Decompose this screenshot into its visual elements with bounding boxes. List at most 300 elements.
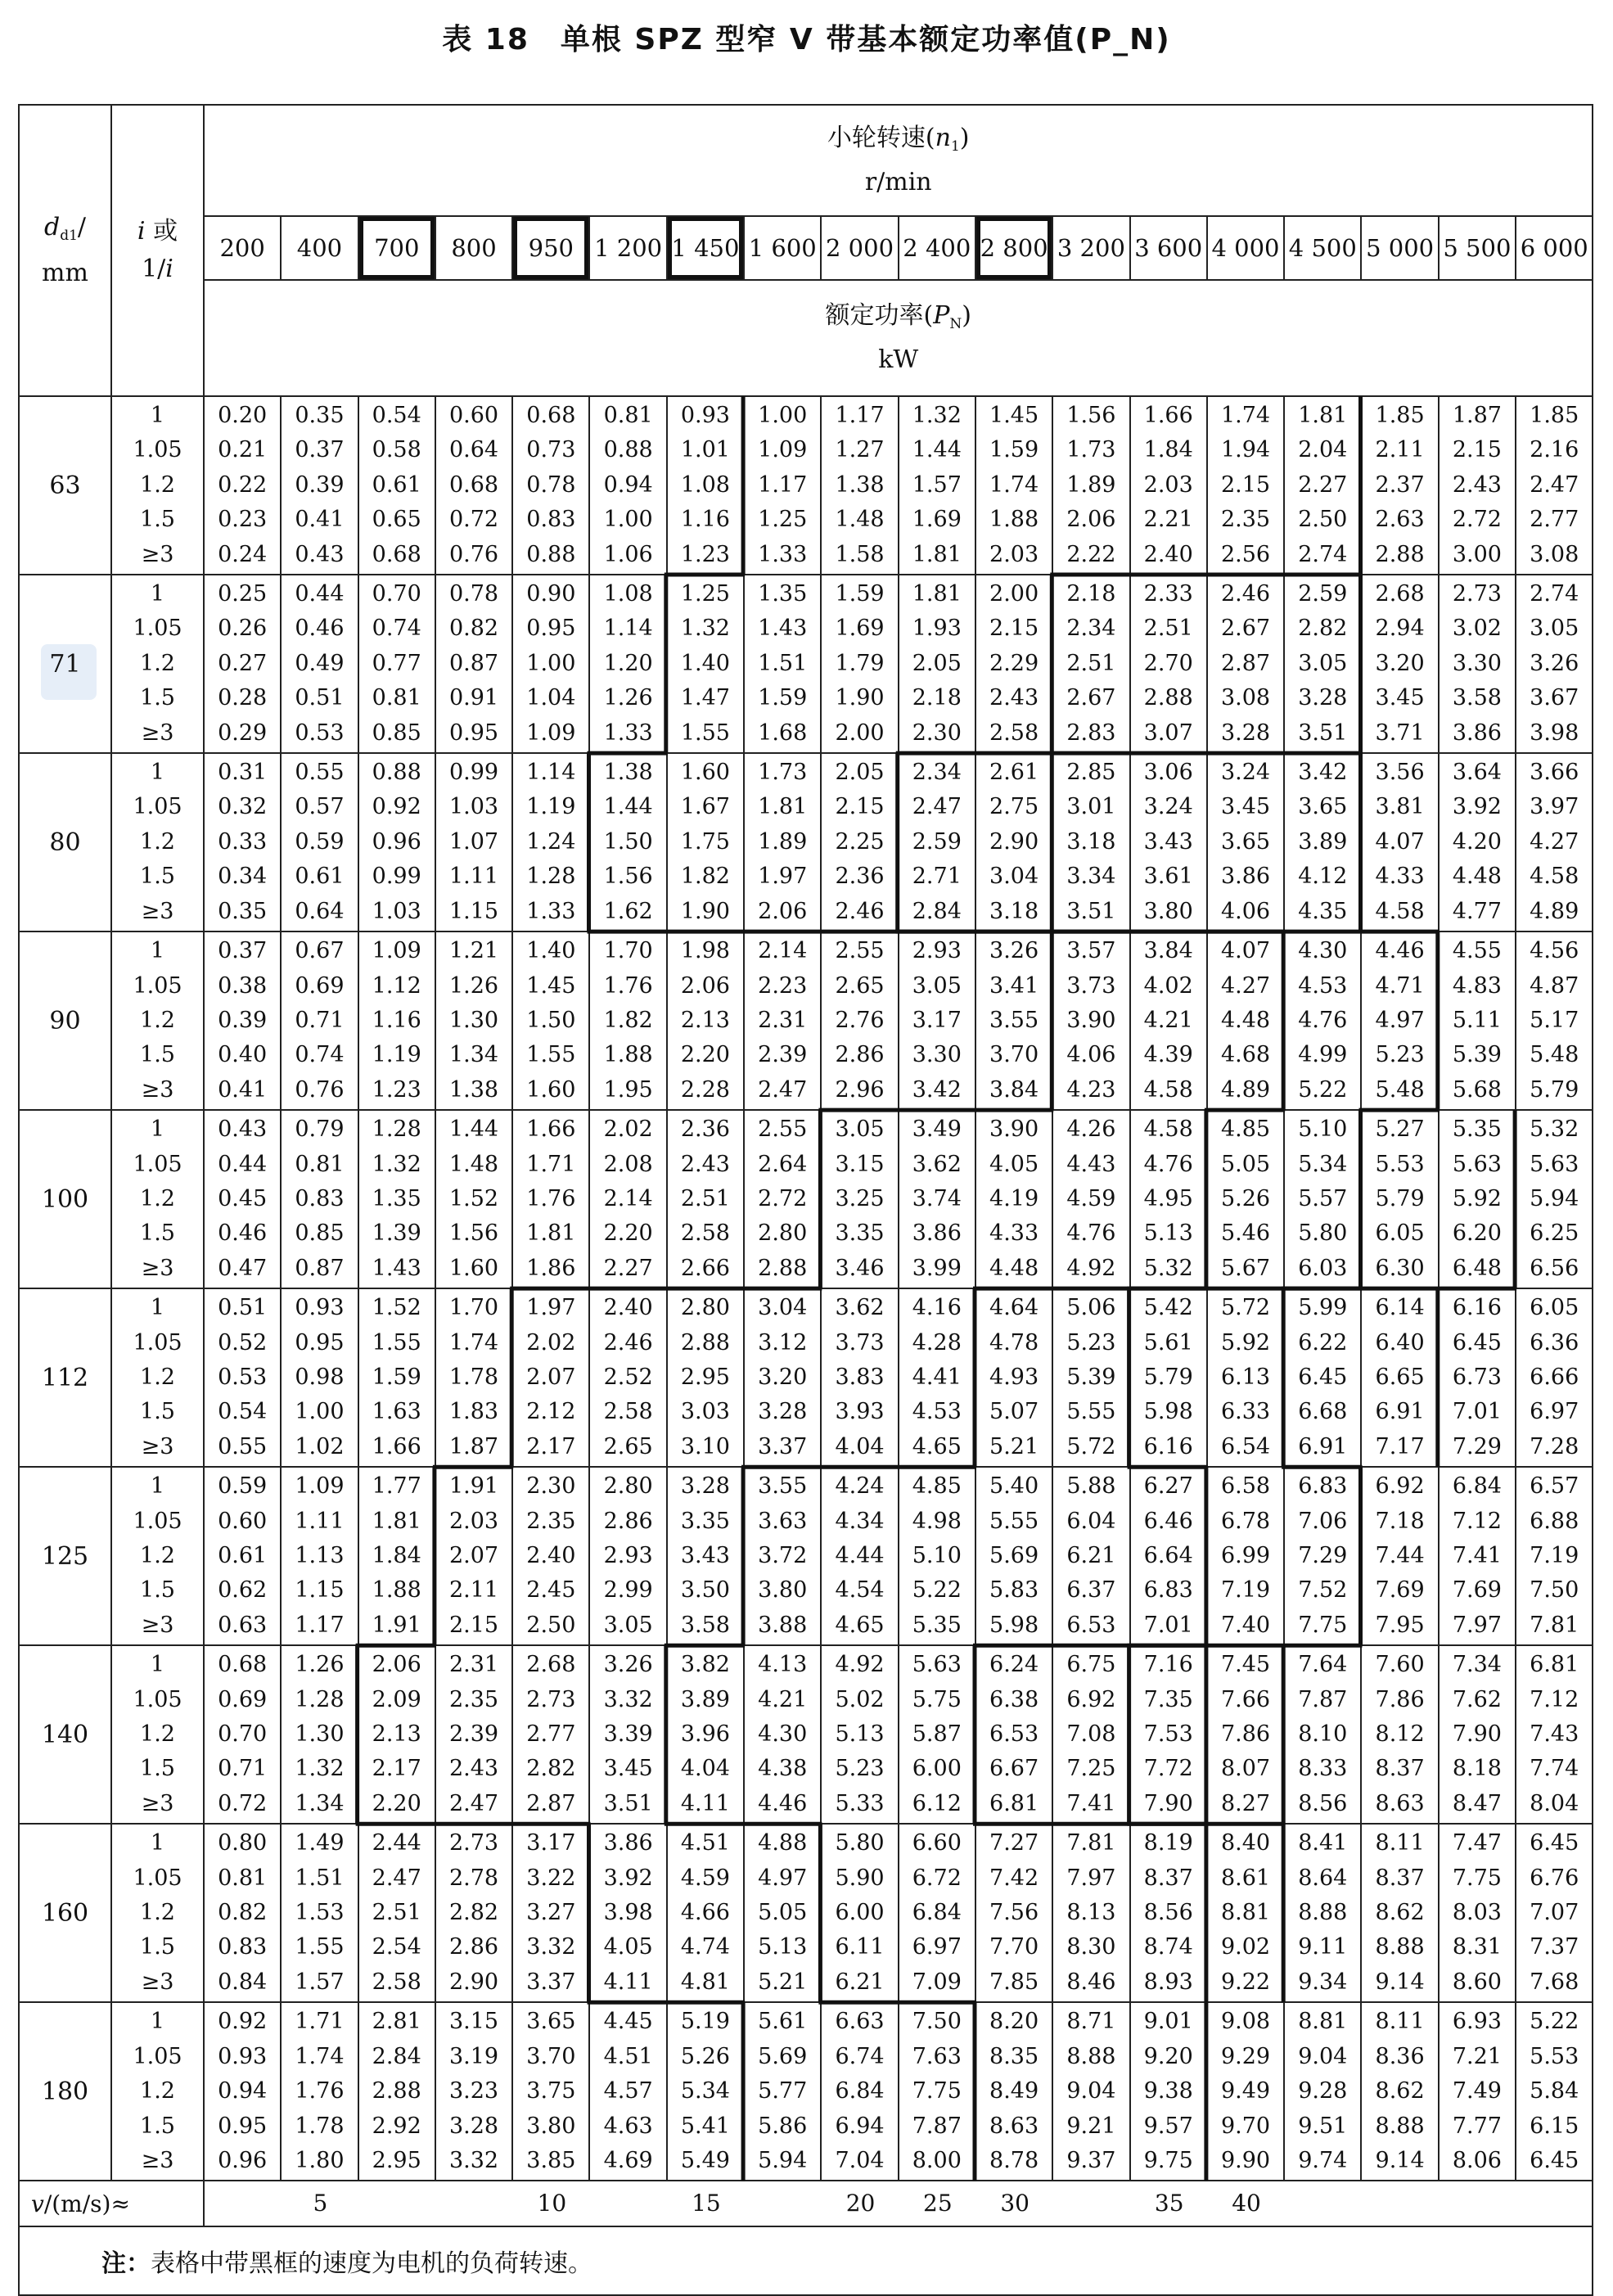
power-value: 2.17 bbox=[526, 1433, 576, 1459]
power-value: 1.84 bbox=[1143, 437, 1193, 463]
ratio-value: 1.2 bbox=[140, 1543, 175, 1568]
power-value: 1.60 bbox=[680, 760, 730, 786]
power-values-cell bbox=[1207, 1288, 1284, 1467]
table-row-group bbox=[19, 396, 1593, 575]
power-value: 1.52 bbox=[372, 1295, 421, 1321]
power-value: 5.92 bbox=[1452, 1185, 1502, 1211]
power-value: 0.32 bbox=[218, 794, 268, 820]
power-value: 1.32 bbox=[912, 403, 962, 428]
power-value: 0.99 bbox=[448, 760, 499, 786]
power-value: 2.64 bbox=[758, 1151, 808, 1177]
power-value: 1.89 bbox=[1066, 471, 1116, 498]
ratio-value: ≥3 bbox=[141, 1969, 174, 1995]
power-value: 2.28 bbox=[680, 1076, 730, 1103]
ratio-value: ≥3 bbox=[141, 1255, 174, 1281]
power-value: 5.87 bbox=[912, 1721, 962, 1748]
power-value: 2.67 bbox=[1220, 616, 1271, 642]
power-value: 6.84 bbox=[912, 1900, 962, 1926]
power-value: 1.03 bbox=[372, 898, 421, 924]
power-value: 8.56 bbox=[1143, 1900, 1193, 1926]
power-value: 0.87 bbox=[448, 650, 499, 676]
power-value: 0.61 bbox=[372, 471, 421, 498]
power-value: 5.34 bbox=[680, 2078, 730, 2104]
power-value: 7.12 bbox=[1530, 1686, 1579, 1712]
power-values-cell bbox=[1284, 1467, 1361, 1645]
power-value: 1.70 bbox=[448, 1295, 499, 1321]
power-values-cell bbox=[204, 753, 281, 931]
power-value: 2.13 bbox=[680, 1007, 730, 1033]
power-value: 2.72 bbox=[1452, 507, 1502, 533]
power-value: 7.50 bbox=[912, 2009, 962, 2035]
power-title: 额定功率$(P_N)$ bbox=[825, 301, 971, 332]
power-value: 7.53 bbox=[1143, 1721, 1193, 1748]
power-value: 6.16 bbox=[1452, 1295, 1502, 1321]
power-value: 4.35 bbox=[1298, 898, 1348, 924]
power-value: 5.23 bbox=[1375, 1042, 1425, 1068]
power-value: 1.28 bbox=[372, 1116, 421, 1143]
power-value: 3.58 bbox=[1452, 685, 1502, 711]
power-value: 9.01 bbox=[1143, 2009, 1193, 2035]
power-value: 1.26 bbox=[295, 1652, 345, 1678]
power-value: 5.05 bbox=[758, 1900, 808, 1926]
power-value: 0.53 bbox=[295, 719, 345, 746]
power-values-cell bbox=[358, 575, 435, 753]
power-value: 0.81 bbox=[295, 1151, 345, 1177]
power-value: 4.55 bbox=[1452, 938, 1502, 964]
power-value: 1.78 bbox=[448, 1364, 499, 1390]
power-value: 2.35 bbox=[526, 1508, 576, 1534]
power-value: 7.17 bbox=[1375, 1433, 1425, 1459]
power-value: 2.65 bbox=[603, 1433, 653, 1459]
power-value: 0.80 bbox=[218, 1830, 268, 1856]
power-value: 4.64 bbox=[989, 1295, 1039, 1321]
power-value: 2.54 bbox=[372, 1934, 421, 1960]
power-values-cell bbox=[1130, 1645, 1207, 1824]
power-value: 2.15 bbox=[448, 1612, 499, 1638]
power-values-cell bbox=[1130, 1467, 1207, 1645]
power-value: 3.43 bbox=[1143, 828, 1193, 855]
power-values-cell bbox=[512, 396, 589, 575]
power-value: 2.66 bbox=[680, 1255, 730, 1281]
power-value: 6.27 bbox=[1143, 1473, 1193, 1500]
power-values-cell bbox=[358, 1824, 435, 2002]
power-value: 3.20 bbox=[758, 1364, 808, 1390]
power-value: 7.29 bbox=[1452, 1433, 1502, 1459]
power-value: 1.01 bbox=[680, 437, 730, 463]
power-value: 1.90 bbox=[680, 898, 730, 924]
power-value: 1.47 bbox=[680, 685, 730, 711]
power-values-cell bbox=[589, 931, 666, 1110]
d-d1-header: $d_{d1}/$ mm bbox=[19, 105, 111, 396]
power-value: 5.92 bbox=[1220, 1329, 1271, 1355]
power-value: 0.83 bbox=[218, 1934, 268, 1960]
power-value: 0.76 bbox=[295, 1076, 345, 1103]
power-value: 1.66 bbox=[526, 1116, 576, 1143]
power-value: 6.88 bbox=[1530, 1508, 1579, 1534]
power-value: 7.56 bbox=[989, 1900, 1039, 1926]
power-value: 1.59 bbox=[989, 437, 1039, 463]
power-values-cell bbox=[975, 2002, 1052, 2181]
power-value: 7.45 bbox=[1220, 1652, 1271, 1678]
power-value: 3.28 bbox=[448, 2113, 499, 2139]
power-value: 0.24 bbox=[218, 541, 268, 567]
power-value: 1.26 bbox=[603, 685, 653, 711]
power-value: 1.11 bbox=[448, 864, 499, 890]
power-value: 2.13 bbox=[372, 1721, 421, 1748]
power-value: 0.69 bbox=[295, 972, 345, 999]
diameter-value: 100 bbox=[19, 1110, 111, 1288]
power-value: 3.08 bbox=[1530, 541, 1579, 567]
power-value: 0.68 bbox=[448, 471, 499, 498]
power-value: 1.73 bbox=[758, 760, 808, 786]
power-value: 1.55 bbox=[372, 1329, 421, 1355]
power-values-cell bbox=[1361, 396, 1438, 575]
power-value: 5.69 bbox=[989, 1543, 1039, 1568]
ratio-value: 1.5 bbox=[140, 1399, 175, 1425]
power-value: 1.19 bbox=[526, 794, 576, 820]
power-value: 7.63 bbox=[912, 2043, 962, 2069]
power-values-cell bbox=[1516, 1824, 1593, 2002]
power-value: 2.40 bbox=[1143, 541, 1193, 567]
power-values-cell bbox=[744, 1824, 821, 2002]
power-value: 3.51 bbox=[603, 1790, 653, 1816]
power-value: 5.68 bbox=[1452, 1076, 1502, 1103]
power-value: 0.60 bbox=[218, 1508, 268, 1534]
speed-cell: 950 bbox=[512, 216, 589, 280]
power-value: 3.12 bbox=[758, 1329, 808, 1355]
power-values-cell bbox=[358, 931, 435, 1110]
power-value: 1.45 bbox=[989, 403, 1039, 428]
power-value: 4.59 bbox=[680, 1865, 730, 1891]
power-value: 2.36 bbox=[835, 864, 885, 890]
ratio-value: ≥3 bbox=[141, 719, 174, 746]
power-value: 2.86 bbox=[448, 1934, 499, 1960]
power-value: 2.34 bbox=[912, 760, 962, 786]
power-value: 3.08 bbox=[1220, 685, 1271, 711]
power-value: 0.54 bbox=[372, 403, 421, 428]
power-value: 6.45 bbox=[1530, 2147, 1579, 2173]
power-values-cell bbox=[1439, 1288, 1516, 1467]
power-value: 3.66 bbox=[1530, 760, 1579, 786]
power-value: 4.11 bbox=[603, 1969, 653, 1995]
power-value: 4.85 bbox=[1220, 1116, 1271, 1143]
power-value: 0.70 bbox=[218, 1721, 268, 1748]
power-value: 5.19 bbox=[680, 2009, 730, 2035]
power-value: 1.06 bbox=[603, 541, 653, 567]
power-value: 5.49 bbox=[680, 2147, 730, 2173]
power-value: 6.14 bbox=[1375, 1295, 1425, 1321]
table-row-group bbox=[19, 1645, 1593, 1824]
power-value: 5.13 bbox=[1143, 1220, 1193, 1247]
power-value: 2.40 bbox=[526, 1543, 576, 1568]
power-value: 1.91 bbox=[372, 1612, 421, 1638]
ratio-value: 1.2 bbox=[140, 1185, 175, 1211]
power-values-cell bbox=[899, 396, 975, 575]
power-value: 1.84 bbox=[372, 1543, 421, 1568]
power-value: 1.60 bbox=[526, 1076, 576, 1103]
power-value: 0.54 bbox=[218, 1399, 268, 1425]
ratio-value: ≥3 bbox=[141, 541, 174, 567]
power-value: 2.55 bbox=[758, 1116, 808, 1143]
power-value: 5.13 bbox=[758, 1934, 808, 1960]
power-value: 2.23 bbox=[758, 972, 808, 999]
power-value: 8.31 bbox=[1452, 1934, 1502, 1960]
power-value: 0.88 bbox=[372, 760, 421, 786]
power-values-cell bbox=[281, 2002, 358, 2181]
power-value: 3.98 bbox=[603, 1900, 653, 1926]
ratio-list bbox=[111, 1467, 204, 1645]
power-values-cell bbox=[358, 396, 435, 575]
ratio-value: ≥3 bbox=[141, 2147, 174, 2173]
power-value: 2.22 bbox=[1066, 541, 1116, 567]
power-value: 7.44 bbox=[1375, 1543, 1425, 1568]
power-value: 3.75 bbox=[526, 2078, 576, 2104]
power-value: 7.49 bbox=[1452, 2078, 1502, 2104]
power-values-cell bbox=[1284, 575, 1361, 753]
power-values-cell bbox=[1361, 931, 1438, 1110]
power-value: 3.00 bbox=[1452, 541, 1502, 567]
speed-cell: 5 500 bbox=[1439, 216, 1516, 280]
power-value: 0.88 bbox=[526, 541, 576, 567]
power-value: 4.04 bbox=[835, 1433, 885, 1459]
power-value: 4.02 bbox=[1143, 972, 1193, 999]
power-value: 6.00 bbox=[835, 1900, 885, 1926]
power-value: 5.98 bbox=[989, 1612, 1039, 1638]
power-value: 2.90 bbox=[448, 1969, 499, 1995]
power-value: 3.56 bbox=[1375, 760, 1425, 786]
power-value: 1.95 bbox=[603, 1076, 653, 1103]
power-value: 3.04 bbox=[989, 864, 1039, 890]
power-value: 3.81 bbox=[1375, 794, 1425, 820]
power-value: 5.86 bbox=[758, 2113, 808, 2139]
power-value: 1.12 bbox=[372, 972, 421, 999]
power-value: 9.14 bbox=[1375, 1969, 1425, 1995]
power-value: 5.22 bbox=[1530, 2009, 1579, 2035]
power-value: 9.74 bbox=[1298, 2147, 1348, 2173]
power-value: 3.84 bbox=[989, 1076, 1039, 1103]
power-value: 0.46 bbox=[218, 1220, 268, 1247]
power-value: 3.35 bbox=[835, 1220, 885, 1247]
power-value: 7.74 bbox=[1530, 1756, 1579, 1782]
power-value: 4.58 bbox=[1530, 864, 1579, 890]
speed-cell: 5 000 bbox=[1361, 216, 1438, 280]
power-values-cell bbox=[975, 1288, 1052, 1467]
power-values-cell bbox=[899, 2002, 975, 2181]
power-value: 1.81 bbox=[758, 794, 808, 820]
power-value: 6.72 bbox=[912, 1865, 962, 1891]
power-value: 2.06 bbox=[680, 972, 730, 999]
power-value: 1.57 bbox=[295, 1969, 345, 1995]
power-value: 0.26 bbox=[218, 616, 268, 642]
power-value: 2.40 bbox=[603, 1295, 653, 1321]
power-value: 4.68 bbox=[1220, 1042, 1271, 1068]
power-values-cell bbox=[589, 1824, 666, 2002]
power-value: 1.28 bbox=[295, 1686, 345, 1712]
power-value: 3.03 bbox=[680, 1399, 730, 1425]
ratio-value: 1 bbox=[150, 938, 165, 964]
power-value: 2.93 bbox=[912, 938, 962, 964]
power-value: 5.07 bbox=[989, 1399, 1039, 1425]
power-value: 0.93 bbox=[218, 2043, 268, 2069]
power-values-cell bbox=[899, 1288, 975, 1467]
power-value: 2.31 bbox=[758, 1007, 808, 1033]
power-value: 7.81 bbox=[1530, 1612, 1579, 1638]
power-value: 1.55 bbox=[680, 719, 730, 746]
power-values-cell bbox=[899, 1110, 975, 1288]
power-value: 0.81 bbox=[603, 403, 653, 428]
power-value: 4.48 bbox=[989, 1255, 1039, 1281]
power-value: 7.85 bbox=[989, 1969, 1039, 1995]
power-value: 2.43 bbox=[1452, 471, 1502, 498]
power-value: 7.27 bbox=[989, 1830, 1039, 1856]
power-value: 7.09 bbox=[912, 1969, 962, 1995]
ratio-value: 1.5 bbox=[140, 1042, 175, 1068]
power-value: 9.28 bbox=[1298, 2078, 1348, 2104]
power-values-cell bbox=[821, 931, 898, 1110]
power-value: 3.15 bbox=[835, 1151, 885, 1177]
power-value: 7.37 bbox=[1530, 1934, 1579, 1960]
power-value: 2.29 bbox=[989, 650, 1039, 676]
power-value: 8.62 bbox=[1375, 2078, 1425, 2104]
power-values-cell bbox=[975, 1824, 1052, 2002]
power-value: 6.45 bbox=[1530, 1830, 1579, 1856]
power-value: 4.65 bbox=[912, 1433, 962, 1459]
power-value: 3.28 bbox=[1220, 719, 1271, 746]
power-value: 1.82 bbox=[680, 864, 730, 890]
power-value: 1.56 bbox=[1066, 403, 1116, 428]
power-value: 1.88 bbox=[989, 507, 1039, 533]
power-value: 5.79 bbox=[1375, 1185, 1425, 1211]
power-value: 2.37 bbox=[1375, 471, 1425, 498]
power-value: 4.76 bbox=[1066, 1220, 1116, 1247]
power-value: 7.16 bbox=[1143, 1652, 1193, 1678]
power-value: 1.14 bbox=[603, 616, 653, 642]
power-value: 3.32 bbox=[448, 2147, 499, 2173]
power-values-cell bbox=[1207, 2002, 1284, 2181]
power-values-cell bbox=[435, 1110, 512, 1288]
power-value: 7.19 bbox=[1530, 1543, 1579, 1568]
power-value: 3.10 bbox=[680, 1433, 730, 1459]
power-value: 4.43 bbox=[1066, 1151, 1116, 1177]
power-values-cell bbox=[1516, 1288, 1593, 1467]
power-value: 5.06 bbox=[1066, 1295, 1116, 1321]
power-value: 0.72 bbox=[218, 1790, 268, 1816]
power-value: 3.86 bbox=[1220, 864, 1271, 890]
power-value: 7.12 bbox=[1452, 1508, 1502, 1534]
power-value: 3.80 bbox=[758, 1577, 808, 1604]
power-value: 1.56 bbox=[448, 1220, 499, 1247]
power-value: 1.33 bbox=[526, 898, 576, 924]
power-value: 1.76 bbox=[295, 2078, 345, 2104]
power-value: 0.41 bbox=[295, 507, 345, 533]
power-values-cell bbox=[667, 1645, 744, 1824]
power-values-cell bbox=[512, 1467, 589, 1645]
power-values-cell bbox=[204, 2002, 281, 2181]
speed-unit: r/min bbox=[864, 168, 932, 196]
power-value: 2.95 bbox=[680, 1364, 730, 1390]
power-value: 2.65 bbox=[835, 972, 885, 999]
power-value: 5.27 bbox=[1375, 1116, 1425, 1143]
power-value: 4.45 bbox=[603, 2009, 653, 2035]
power-value: 8.27 bbox=[1220, 1790, 1271, 1816]
power-value: 5.79 bbox=[1143, 1364, 1193, 1390]
power-value: 3.17 bbox=[912, 1007, 962, 1033]
power-value: 6.64 bbox=[1143, 1543, 1193, 1568]
power-value: 2.74 bbox=[1530, 581, 1579, 607]
power-value: 1.87 bbox=[1452, 403, 1502, 428]
power-value: 2.39 bbox=[758, 1042, 808, 1068]
power-values-cell bbox=[1130, 2002, 1207, 2181]
power-value: 2.07 bbox=[448, 1543, 499, 1568]
power-value: 7.66 bbox=[1220, 1686, 1271, 1712]
power-value: 1.32 bbox=[372, 1151, 421, 1177]
power-value: 2.68 bbox=[1375, 581, 1425, 607]
power-value: 4.44 bbox=[835, 1543, 885, 1568]
power-value: 4.87 bbox=[1530, 972, 1579, 999]
power-value: 2.80 bbox=[680, 1295, 730, 1321]
power-values-cell bbox=[1130, 396, 1207, 575]
power-value: 2.36 bbox=[680, 1116, 730, 1143]
power-values-cell bbox=[667, 1467, 744, 1645]
power-value: 4.06 bbox=[1220, 898, 1271, 924]
power-values-cell bbox=[281, 1467, 358, 1645]
power-value: 0.34 bbox=[218, 864, 268, 890]
power-value: 1.21 bbox=[448, 938, 499, 964]
power-value: 5.42 bbox=[1143, 1295, 1193, 1321]
power-values-cell bbox=[435, 753, 512, 931]
power-value: 4.85 bbox=[912, 1473, 962, 1500]
power-values-cell bbox=[1052, 1824, 1129, 2002]
power-value: 4.92 bbox=[1066, 1255, 1116, 1281]
power-value: 0.46 bbox=[295, 616, 345, 642]
power-value: 2.56 bbox=[1220, 541, 1271, 567]
power-value: 2.96 bbox=[835, 1076, 885, 1103]
power-value: 0.95 bbox=[526, 616, 576, 642]
power-value: 3.80 bbox=[1143, 898, 1193, 924]
power-value: 5.32 bbox=[1143, 1255, 1193, 1281]
power-value: 5.98 bbox=[1143, 1399, 1193, 1425]
power-value: 2.11 bbox=[1375, 437, 1425, 463]
power-value: 3.26 bbox=[989, 938, 1039, 964]
power-value: 7.75 bbox=[1452, 1865, 1502, 1891]
velocity-mark: 25 bbox=[923, 2190, 953, 2217]
power-value: 3.15 bbox=[448, 2009, 499, 2035]
power-value: 2.83 bbox=[1066, 719, 1116, 746]
power-value: 4.77 bbox=[1452, 898, 1502, 924]
ratio-value: 1.05 bbox=[133, 794, 182, 820]
power-value: 2.90 bbox=[989, 828, 1039, 855]
power-values-cell bbox=[512, 1645, 589, 1824]
power-value: 2.94 bbox=[1375, 616, 1425, 642]
power-value: 4.48 bbox=[1220, 1007, 1271, 1033]
power-value: 1.00 bbox=[295, 1399, 345, 1425]
ratio-value: 1.5 bbox=[140, 1220, 175, 1247]
ratio-value: 1.05 bbox=[133, 2043, 182, 2069]
header-row-power-title bbox=[19, 280, 1593, 396]
power-value: 9.29 bbox=[1220, 2043, 1271, 2069]
diameter-value: 112 bbox=[19, 1288, 111, 1467]
power-value: 1.38 bbox=[448, 1076, 499, 1103]
power-value: 6.45 bbox=[1298, 1364, 1348, 1390]
power-value: 6.04 bbox=[1066, 1508, 1116, 1534]
power-value: 1.88 bbox=[372, 1577, 421, 1604]
power-value: 5.26 bbox=[1220, 1185, 1271, 1211]
power-values-cell bbox=[1207, 931, 1284, 1110]
power-value: 7.50 bbox=[1530, 1577, 1579, 1604]
power-value: 4.07 bbox=[1375, 828, 1425, 855]
power-value: 7.90 bbox=[1452, 1721, 1502, 1748]
power-value: 9.37 bbox=[1066, 2147, 1116, 2173]
